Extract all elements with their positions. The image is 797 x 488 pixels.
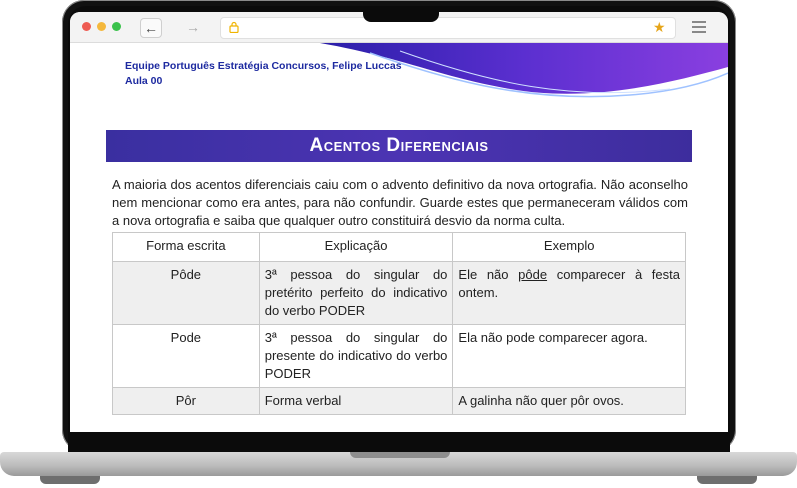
maximize-window-icon[interactable]: [112, 22, 121, 31]
table-row: [113, 388, 686, 415]
laptop-foot-left: [40, 476, 100, 484]
word-cell: Pôr: [113, 388, 260, 415]
close-window-icon[interactable]: [82, 22, 91, 31]
example-highlighted-word: pôde: [518, 267, 548, 282]
header-forma-escrita: Forma escrita: [113, 233, 260, 262]
laptop-hinge-notch: [350, 452, 450, 458]
table-row: [113, 325, 686, 388]
bookmark-star-icon[interactable]: ★: [653, 19, 666, 35]
explanation-text: do verbo PODER: [264, 348, 448, 381]
header-exemplo: Exemplo: [453, 233, 686, 262]
back-arrow-icon[interactable]: ←: [140, 18, 162, 38]
explanation-text: 3ª pessoa do singular do: [264, 330, 448, 345]
word-cell: Pôde: [113, 262, 260, 325]
header-explicacao: Explicação: [259, 233, 453, 262]
laptop-foot-right: [697, 476, 757, 484]
document-page: [70, 43, 728, 432]
explanation-cell: [259, 325, 453, 388]
example-cell: A galinha não quer pôr ovos.: [453, 388, 686, 415]
header-wave-decoration: [70, 43, 728, 103]
word-cell: Pode: [113, 325, 260, 388]
header-lesson: Aula 00: [125, 75, 163, 87]
camera-notch: [363, 6, 439, 22]
example-text: Ele não: [458, 267, 519, 282]
section-title: Acentos Diferenciais: [309, 135, 489, 156]
header-author: Equipe Português Estratégia Concursos, Felipe Luccas: [125, 60, 402, 72]
explanation-cell: [259, 262, 453, 325]
screen: [70, 12, 728, 432]
menu-icon[interactable]: [692, 18, 706, 36]
explanation-tense: presente do indicativo: [264, 348, 393, 363]
explanation-text: do indicativo do verbo PODER: [264, 285, 448, 318]
example-text: comparecer à festa ontem.: [458, 267, 680, 300]
lock-icon: [229, 21, 239, 33]
accents-table: [112, 232, 686, 415]
table-header-row: [113, 233, 686, 262]
table-row: [113, 262, 686, 325]
explanation-cell: Forma verbal: [259, 388, 453, 415]
explanation-tense: pretérito perfeito: [264, 285, 364, 300]
forward-arrow-icon[interactable]: →: [186, 19, 200, 35]
intro-paragraph: A maioria dos acentos diferenciais caiu com o advento definitivo da nova ortografia. Não aconselho nem mencionar como era antes, para não confundir. Guarde estes que permaneceram válidos com a nova ortografia e saiba que qualquer outro constituirá desvio da norma culta.: [112, 177, 688, 228]
section-banner: [106, 130, 692, 162]
address-bar[interactable]: [220, 17, 676, 39]
example-cell: [453, 262, 686, 325]
example-cell: Ela não pode comparecer agora.: [453, 325, 686, 388]
minimize-window-icon[interactable]: [97, 22, 106, 31]
explanation-text: 3ª pessoa do singular do: [264, 267, 448, 282]
